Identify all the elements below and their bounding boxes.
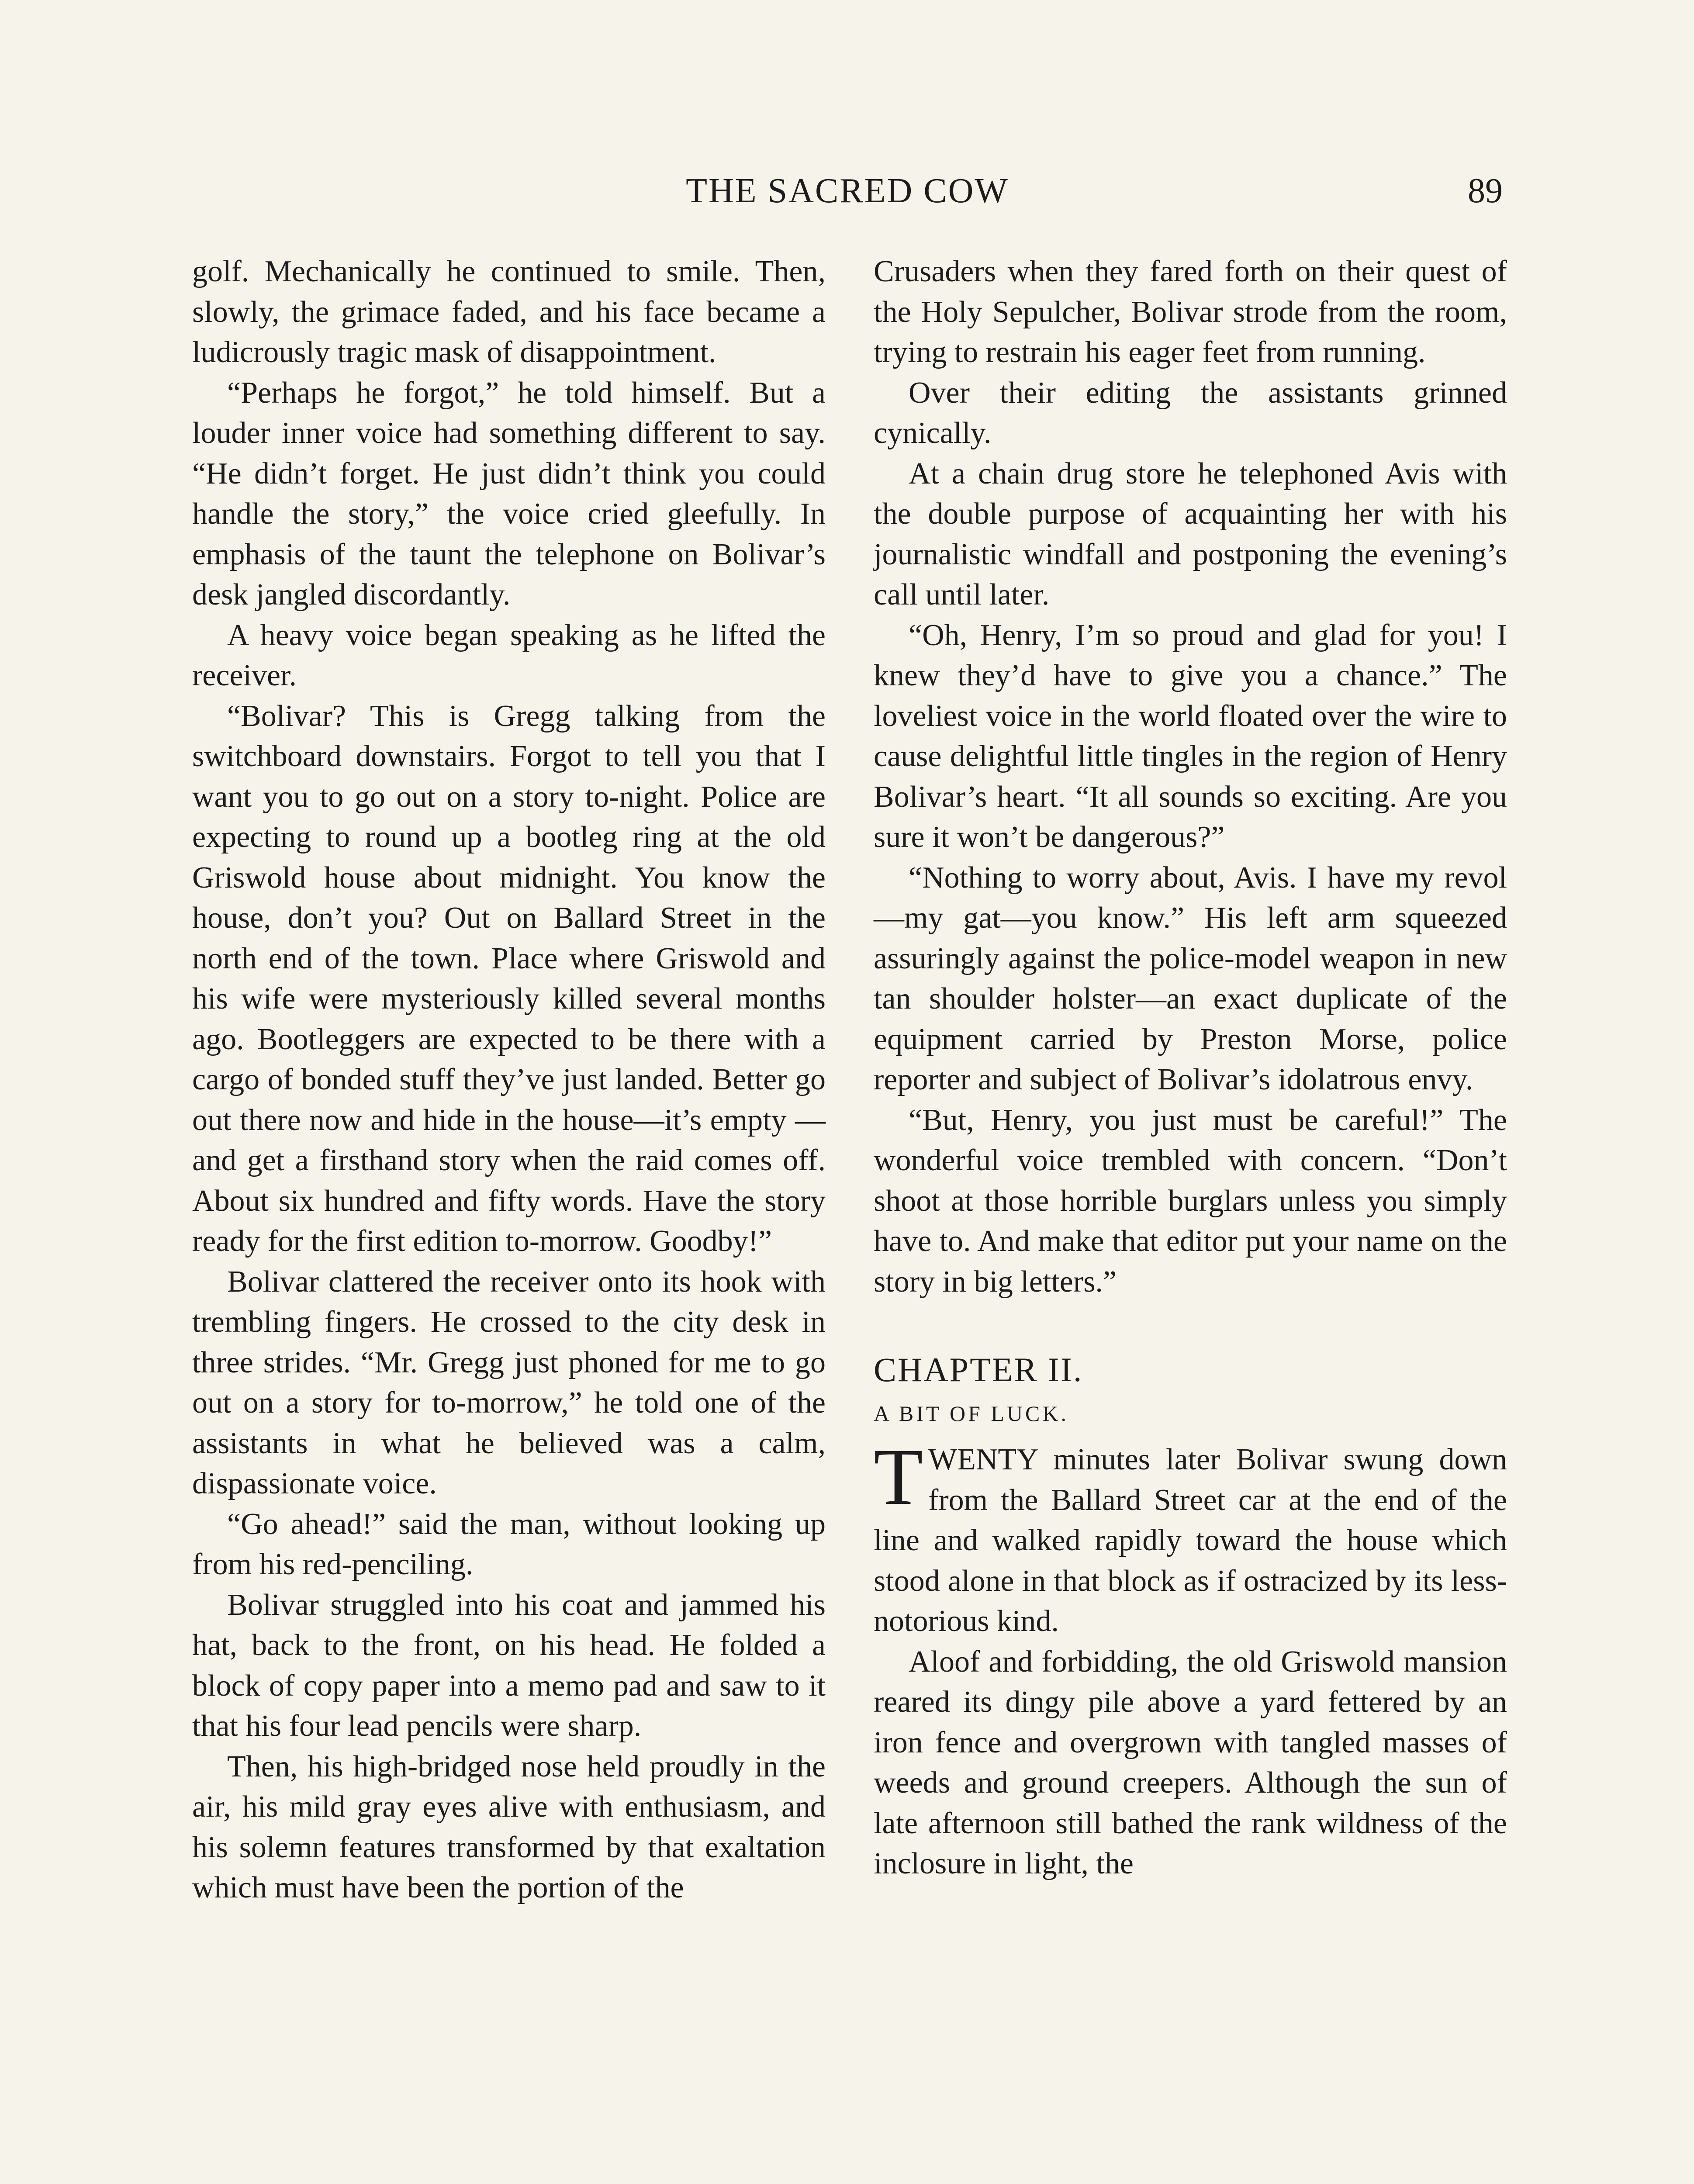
chapter-heading xyxy=(874,1348,1507,1433)
paragraph: “Nothing to worry about, Avis. I have my revol—my gat—you know.” His left arm squeezed assuringly against the police-model weapon in new tan shoulder holster—an exact duplicate of the equipment carried by Preston Morse, police reporter and subject of Bolivar’s idolatrous envy. xyxy=(874,860,1507,1096)
left-column xyxy=(192,252,826,1908)
paragraph: Over their editing the assistants grinned cynically. xyxy=(874,376,1507,450)
paragraph: At a chain drug store he telephoned Avis with the double purpose of acquainting her with his journalistic windfall and postponing the evening’s call until later. xyxy=(874,456,1507,612)
paragraph: golf. Mechanically he continued to smile. Then, slowly, the grimace faded, and his face became a ludicrously tragic mask of disappointment. xyxy=(192,255,826,369)
paragraph: “But, Henry, you just must be careful!” The wonderful voice trembled with concern. “Don’t shoot at those horrible burglars unless you simply have to. And make that editor put your name on the story in big letters.” xyxy=(874,1103,1507,1299)
page-number: 89 xyxy=(1468,172,1503,210)
paragraph: “Oh, Henry, I’m so proud and glad for you! I knew they’d have to give you a chance.” The loveliest voice in the world floated over the wire to cause delightful little tingles in the region of Henry Bolivar’s heart. “It all sounds so exciting. Are you sure it won’t be dangerous?” xyxy=(874,618,1507,854)
chapter-opening-paragraph xyxy=(874,1432,1507,1642)
right-column xyxy=(874,252,1507,1884)
running-header xyxy=(192,171,1503,219)
paragraph: Aloof and forbidding, the old Griswold mansion reared its dingy pile above a yard fettered by an iron fence and overgrown with tangled masses of weeds and ground creepers. Although the sun of late afternoon still bathed the rank wildness of the inclosure in light, the xyxy=(874,1645,1507,1880)
chapter-subtitle: A BIT OF LUCK. xyxy=(874,1401,1069,1426)
paragraph: Then, his high-bridged nose held proudly in the air, his mild gray eyes alive with enthusiasm, and his solemn features transformed by that exaltation which must have been the portion of the xyxy=(192,1749,826,1904)
page-title: THE SACRED COW xyxy=(686,172,1009,210)
paragraph: A heavy voice began speaking as he lifted the receiver. xyxy=(192,618,826,692)
paragraph: “Go ahead!” said the man, without looking up from his red-penciling. xyxy=(192,1507,826,1581)
paragraph: “Bolivar? This is Gregg talking from the switchboard downstairs. Forgot to tell you that I want you to go out on a story to-night. Police are expecting to round up a bootleg ring at the old Griswold house about midnight. You know the house, don’t you? Out on Ballard Street in the north end of the town. Place where Griswold and his wife were mysteriously killed several months ago. Bootleggers are expected to be there with a cargo of bonded stuff they’ve just landed. Better go out there now and hide in the house—it’s empty —and get a firsthand story when the raid comes off. About six hundred and fifty words. Have the story ready for the first edition to-morrow. Goodby!” xyxy=(192,699,826,1258)
paragraph-text: WENTY minutes later Bolivar swung down from the Ballard Street car at the end of the line and walked rapidly toward the house which stood alone in that block as if ostracized by its less-notorious kind. xyxy=(874,1443,1507,1638)
paragraph: Bolivar clattered the receiver onto its hook with trembling fingers. He crossed to the city desk in three strides. “Mr. Gregg just phoned for me to go out on a story for to-morrow,” he told one of the assistants in what he believed was a calm, dispassionate voice. xyxy=(192,1265,826,1500)
drop-cap: T xyxy=(874,1432,923,1522)
chapter-title: CHAPTER II. xyxy=(874,1351,1083,1389)
paragraph: Crusaders when they fared forth on their quest of the Holy Sepulcher, Bolivar strode from the room, trying to restrain his eager feet from running. xyxy=(874,255,1507,369)
paragraph: Bolivar struggled into his coat and jammed his hat, back to the front, on his head. He folded a block of copy paper into a memo pad and saw to it that his four lead pencils were sharp. xyxy=(192,1588,826,1743)
paragraph: “Perhaps he forgot,” he told himself. But a louder inner voice had something different to say. “He didn’t forget. He just didn’t think you could handle the story,” the voice cried gleefully. In emphasis of the taunt the telephone on Bolivar’s desk jangled discordantly. xyxy=(192,376,826,612)
